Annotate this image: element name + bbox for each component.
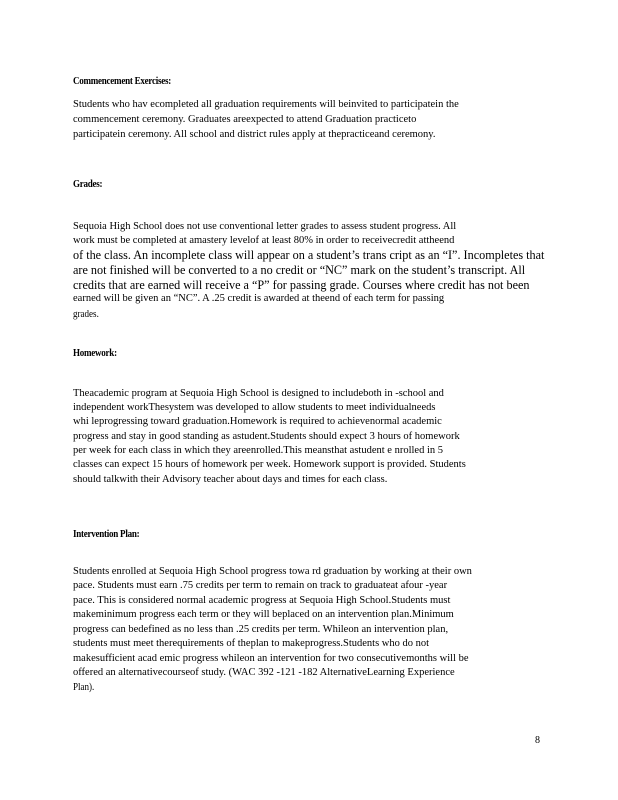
paragraph-line: progress can bedefined as no less than .25 credits per term. Whileon an intervention plan, <box>73 624 449 635</box>
paragraph-line: commencement ceremony. Graduates areexpected to attend Graduation practiceto <box>73 114 417 125</box>
paragraph-line: should talkwith their Advisory teacher about days and times for each class. <box>73 474 388 485</box>
paragraph-line: independent workThesystem was developed to allow students to meet individualneeds <box>73 402 436 413</box>
paragraph-line: pace. This is considered normal academic progress at Sequoia High School.Students must <box>73 595 451 606</box>
heading-intervention-plan: Intervention Plan: <box>73 529 140 540</box>
heading-grades: Grades: <box>73 179 103 190</box>
paragraph-line: participatein ceremony. All school and district rules apply at thepracticeand ceremony. <box>73 129 436 140</box>
paragraph-line: per week for each class in which they areenrolled.This meansthat astudent e nrolled in 5 <box>73 445 443 456</box>
paragraph-line: students must meet therequirements of theplan to makeprogress.Students who do not <box>73 638 430 649</box>
paragraph-line: credits that are earned will receive a “P” for passing grade. Courses where credit has not been <box>73 278 530 292</box>
paragraph-line: earned will be given an “NC”. A .25 credit is awarded at theend of each term for passing <box>73 293 445 304</box>
paragraph-line: makesufficient acad emic progress whileon an intervention for two consecutivemonths will be <box>73 653 469 664</box>
paragraph-line: makeminimum progress each term or they will beplaced on an intervention plan.Minimum <box>73 609 454 620</box>
paragraph-line: Sequoia High School does not use conventional letter grades to assess student progress. All <box>73 221 457 232</box>
paragraph-line: Students who hav ecompleted all graduation requirements will beinvited to participatein the <box>73 99 459 110</box>
paragraph-line: grades. <box>73 309 99 320</box>
paragraph-line: classes can expect 15 hours of homework per week. Homework support is provided. Students <box>73 459 466 470</box>
paragraph-line: Theacademic program at Sequoia High School is designed to includeboth in -school and <box>73 388 444 399</box>
paragraph-line: Students enrolled at Sequoia High School progress towa rd graduation by working at their own <box>73 566 472 577</box>
paragraph-line: are not finished will be converted to a no credit or “NC” mark on the student’s transcript. All <box>73 263 526 277</box>
paragraph-line: whi leprogressing toward graduation.Homework is required to achievenormal academic <box>73 416 442 427</box>
paragraph-line: progress and stay in good standing as astudent.Students should expect 3 hours of homework <box>73 431 460 442</box>
page-number: 8 <box>535 735 540 746</box>
paragraph-line: pace. Students must earn .75 credits per term to remain on track to graduateat afour -year <box>73 580 448 591</box>
paragraph-line: Plan). <box>73 682 95 693</box>
heading-commencement: Commencement Exercises: <box>73 76 171 87</box>
paragraph-line: of the class. An incomplete class will appear on a student’s trans cript as an “I”. Incompletes that <box>73 248 545 262</box>
heading-homework: Homework: <box>73 348 117 359</box>
paragraph-line: work must be completed at amastery levelof at least 80% in order to receivecredit attheend <box>73 235 455 246</box>
paragraph-line: offered an alternativecourseof study. (WAC 392 -121 -182 AlternativeLearning Experience <box>73 667 455 678</box>
